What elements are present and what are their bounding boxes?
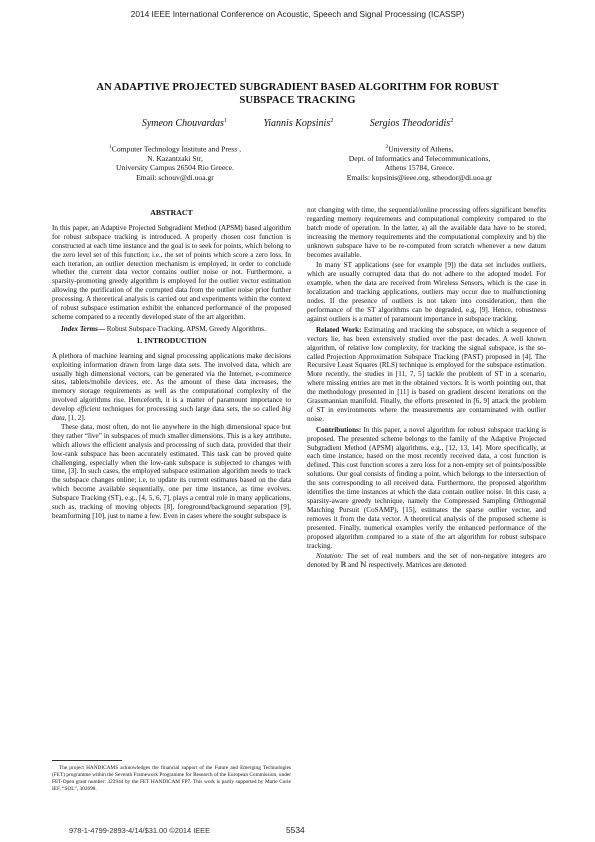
intro-heading: 1. INTRODUCTION [136,335,207,345]
conference-header: 2014 IEEE International Conference on Acoustic, Speech and Signal Processing (ICASSP) [130,9,465,19]
paper-title: AN ADAPTIVE PROJECTED SUBGRADIENT BASED ALGORITHM FOR ROBUST SUBSPACE TRACKING [96,82,499,106]
author: Symeon Chouvardas$^1$ [141,118,227,130]
index-terms: Index Terms— Robust Subspace Tracking, APSM, Greedy Algorithms. [61,324,266,333]
affiliation-2: $^2$University of Athens, Dept. of Informatics and Telecommunications, Athens 15784, Greece. Emails: kopsinis@ieee.org, stheodor@di.uoa.gr [346,144,493,182]
notation-paragraph: Notation: The set of real numbers and the set of non-negative integers are denoted by ℝ and ℕ respectively. Matrices are denoted [307,552,546,570]
footnote: The project HANDICAMS acknowledges the financial support of the Future and Emerging Technologies (FET) programme within the Seventh Framework Programme for Research of the European Commission, under FET-Open grant number: 323944 by the FET HANDICAM FP7. This work is partly supported by Marie Curie IEF, “SOL”, 302698. [52,765,291,792]
footnote-rule [52,760,122,761]
author-list [0,118,595,129]
author: Yiannis Kopsinis$^2$ [263,118,334,130]
related-work-paragraph: Related Work: Estimating and tracking the subspace, on which a sequence of vectors lie, has been extensively studied over the past decades. A well known algorithm, of relative low complexity, for tracking the signal subspace, is the so-called Projection Approximation Subspace Tracking (PAST) proposed in [4]. The Recursive Least Squares (RLS) technique is employed for the subspace estimation. More recently, the studies in [11, 7, 5] tackle the problem of ST in a scenario, where missing entries are met in the obtained vectors. It is worth pointing out, that the methodology presented in [11] is based on gradient descent iterations on the Grassmannian manifold. Finally, the efforts presented in [6, 9] attack the problem of ST in environments where the measurements are contaminated with outlier noise. [307,325,546,423]
left-column [52,206,291,521]
intro-paragraph-2: These data, most often, do not lie anywhere in the high dimensional space but they rather “live” in subspaces of much smaller dimensions. This is a key attribute, which allows the efficient analysis and processing of such data, provided that their low-rank subspace has been accurately estimated. This task can be proved quite challenging, especially when the low-rank subspace is subjected to changes with time, [3]. In such cases, the employed subspace estimation algorithm needs to track the subspace changes online; i.e, to update its current estimates based on the data which become available sequentially, one per time instance, as time evolves. Subspace Tracking (ST), e.g., [4, 5, 6, 7], plays a central role in many applications, such as, tracking of moving objects [8], foreground/background separation [9], beamforming [10], just to name a few. Even in cases where the sought subspace is [52,422,291,520]
abstract-heading: ABSTRACT [150,208,193,217]
contributions-paragraph: Contributions: In this paper, a novel algorithm for robust subspace tracking is proposed. The presented scheme belongs to the family of the Adaptive Projected Subgradient Method (APSM) algorithms, e.g., [12, 13, 14]. More specifically, at each time instance, based on the most recently received data, a cost function is defined. This cost function scores a zero loss for a non-empty set of points/possible solutions. Our goal consists of finding a point, which belongs to the intersection of the sets corresponding to all received data. Furthermore, the proposed algorithm identifies the time instances at which the data contain outlier noise. In this case, a sparsity-aware greedy technique, namely the Compressed Sampling Orthogonal Matching Pursuit (CoSAMP), [15], estimates the sparse outlier vector, and removes it from the data vector. A theoretical analysis of the proposed scheme is presented. Finally, numerical examples verify the enhanced performance of the proposed algorithm compared to a state of the art algorithm for robust subspace tracking. [307,425,546,550]
intro-paragraph-1: A plethora of machine learning and signal processing applications make decisions exploiting information drawn from large data sets. The involved data, which are usually high dimensional vectors, can be generated via the Internet, e-commerce sites, tablets/mobile devices, etc. As the amount of these data increases, the memory storage requirements as well as the computational complexity of the involved algorithms rise. Henceforth, it is a matter of paramount importance to develop efficient techniques for processing such large data sets, the so called big data, [1, 2]. [52,351,291,423]
abstract-text: In this paper, an Adaptive Projected Subgradient Method (APSM) based algorithm for robust subspace tracking is introduced. A properly chosen cost function is constructed at each time instance and the goal is to seek for points, which belong to the zero level set of this function; i.e., the set of points which score a zero loss. In each iteration, an outlier detection mechanism is employed, in order to conclude whether the current data vector contains outlier noise or not. Furthermore, a sparsity-promoting greedy algorithm is employed for the outlier vector estimation allowing the purification of the corrupted data from the outlier noise prior further processing. A theoretical analysis is carried out and experiments within the context of robust subspace estimation exhibit the enhanced performance of the proposed scheme compared to a recently developed state of the art algorithm. [52,223,291,321]
right-column [307,206,546,570]
author: Sergios Theodoridis$^2$ [369,118,454,130]
intro-paragraph-3: not changing with time, the sequential/online processing offers significant benefits regarding memory requirements and computational complexity compared to the batch mode of operation. In the latter, a) all the available data have to be stored, increasing the memory requirements and the computational complexity and b) the unknown subspace have to be re-computed from scratch whenever a new datum becomes available. [307,206,546,259]
affiliation-1: $^1$Computer Technology Institute and Press , N. Kazantzaki Str, University Campus 26504 Rio Greece. Email: schouv@di.uoa.gr [109,144,241,182]
page-number: 5534 [286,825,305,835]
intro-paragraph-4: In many ST applications (see for example [9]) the data set includes outliers, which are usually corrupted data that do not adhere to the adopted model. For example, when the data are received from Wireless Sensors, which is the case in localization and tracking applications, outliers may occur due to malfunctioning nodes. If the presence of outliers is not taken into consideration, then the performance of the ST algorithms can be degraded, e.g, [9]. Hence, robustness against outliers is a matter of paramount importance in subspace tracking. [307,261,546,323]
isbn-line: 978-1-4799-2893-4/14/$31.00 ©2014 IEEE [69,826,211,835]
